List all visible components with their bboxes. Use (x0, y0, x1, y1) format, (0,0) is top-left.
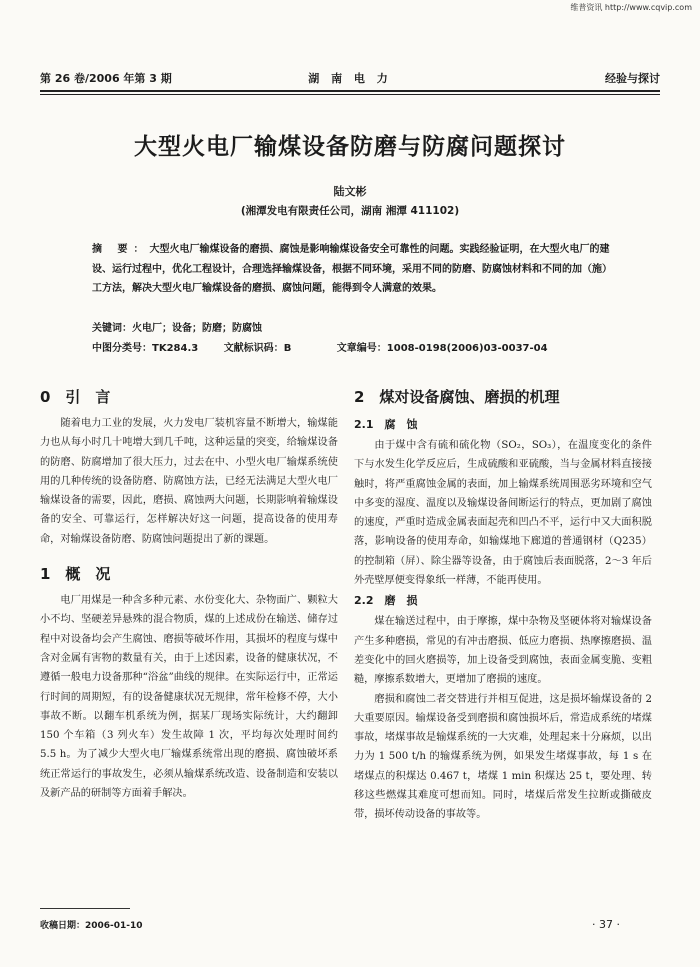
section-1-paragraph: 电厂用煤是一种含多种元素、水份变化大、杂物面广、颗粒大小不均、坚硬差异悬殊的混合物质，煤的上述成份在输送、储存过程中对设备均会产生腐蚀、磨损等破坏作用，其损坏的程度与煤中含对金属有害物的数量有关，由于上述因素，设备的健康状况，不遵循一般电力设备那种“浴盆”曲线的规律。在实际运行中，正常运行时间的周期短，有的设备健康状况无规律，常年检修不停，大小事故不断。以翻车机系统为例，据某厂现场实际统计，大约翻卸 150 个车箱（3 列火车）发生故障 1 次，平均每次处理时间约 5.5 h。为了减少大型火电厂输煤系统常出现的磨损、腐蚀破坏系统正常运行的事故发生，必须从输煤系统改造、设备制造和安装以及新产品的研制等方面着手解决。 (40, 595, 338, 800)
journal-name: 湖 南 电 力 (308, 72, 392, 85)
section-1-heading: 1 概 况 (40, 565, 111, 584)
abstract (92, 240, 612, 299)
section-0-heading: 0 引 言 (40, 388, 111, 406)
doc-code-label: 文献标识码： (223, 343, 284, 354)
page-number: · 37 · (592, 918, 620, 931)
author: 陆文彬 (333, 185, 367, 198)
header-rule-thin (40, 94, 660, 95)
footnote-rule (40, 908, 130, 909)
section-2-1-heading: 2.1 腐 蚀 (354, 418, 418, 431)
running-header (40, 70, 660, 86)
column-name: 经验与探讨 (605, 72, 660, 85)
section-0-paragraph: 随着电力工业的发展，火力发电厂装机容量不断增大，输煤能力也从每小时几十吨增大到几千吨，这种运量的突变，给输煤设备的防磨、防腐增加了很大压力，过去在中、小型火电厂输煤系统使用的几种传统的设备防磨、防腐蚀方法，已经无法满足大型火电厂输煤设备的需要，因此，磨损、腐蚀两大问题，长期影响着输煤设备的安全、可靠运行，怎样解决好这一问题，提高设备的使用寿命，对输煤设备防磨、防腐蚀问题提出了新的课题。 (40, 418, 338, 545)
keywords-text: 火电厂；设备；防磨；防腐蚀 (132, 323, 262, 334)
abstract-label: 摘 要： (92, 244, 150, 255)
doc-code-value: B (283, 343, 292, 354)
article-title: 大型火电厂输煤设备防磨与防腐问题探讨 (134, 133, 566, 160)
keywords-label: 关键词： (92, 323, 132, 334)
right-column (354, 380, 652, 825)
left-column (40, 380, 338, 803)
article-no-label: 文章编号： (336, 343, 387, 354)
issue-info: 第 26 卷/2006 年第 3 期 (40, 72, 172, 85)
affiliation: (湘潭发电有限责任公司，湖南 湘潭 411102) (240, 205, 460, 217)
keywords (92, 319, 612, 334)
received-date: 收稿日期：2006-01-10 (40, 921, 143, 931)
clc-label: 中图分类号： (92, 343, 152, 354)
section-2-2-paragraph-2: 磨损和腐蚀二者交替进行并相互促进，这是损坏输煤设备的 2 大重要原因。输煤设备受到磨损和腐蚀损坏后，常造成系统的堵煤事故，堵煤事故是输煤系统的一大灾难，处理起来十分麻烦，以出力为 1 500 t/h 的输煤系统为例，如果发生堵煤事故，每 1 s 在堵煤点的积煤达 0.467 t，堵煤 1 min 积煤达 25 t，要处理、转移这些燃煤其难度可想而知。同时，堵煤后常发生拉断或撕破皮带，损坏传动设备的事故等。 (354, 693, 652, 821)
watermark: 维普资讯 http://www.cqvip.com (570, 3, 692, 12)
section-2-heading: 2 煤对设备腐蚀、磨损的机理 (354, 388, 560, 406)
clc-value: TK284.3 (152, 343, 199, 354)
article-no-value: 1008-0198(2006)03-0037-04 (386, 343, 548, 354)
section-2-2-heading: 2.2 磨 损 (354, 594, 418, 608)
header-rule (40, 90, 660, 92)
classification-line (92, 339, 612, 354)
section-2-2-paragraph-1: 煤在输送过程中，由于摩擦，煤中杂物及坚硬体将对输煤设备产生多种磨损，常见的有冲击磨损、低应力磨损、热摩擦磨损、温差变化中的回火磨损等，加上设备受到腐蚀，表面金属变脆、变粗糙，摩擦系数增大，更增加了磨损的速度。 (354, 616, 652, 686)
section-2-1-paragraph: 由于煤中含有硫和硫化物（SO₂，SO₃），在温度变化的条件下与水发生化学反应后，生成硫酸和亚硫酸，当与金属材料直接接触时，将严重腐蚀金属的表面，加上输煤系统周围恶劣环境和空气中多变的湿度、温度以及输煤设备间断运行的特点，更加剧了腐蚀的速度，严重时造成金属表面起壳和凹凸不平，运行中又大面积脱落，影响设备的使用寿命，如输煤地下廊道的普通钢材（Q235）的控制箱（屏）、除尘器等设备，由于腐蚀后表面脱落，2～3 年后外壳壁厚便变得象纸一样薄，不能再使用。 (354, 440, 652, 587)
abstract-text: 大型火电厂输煤设备的磨损、腐蚀是影响输煤设备安全可靠性的问题。实践经验证明，在大型火电厂的建设、运行过程中，优化工程设计，合理选择输煤设备，根据不同环境，采用不同的防磨、防腐蚀材料和不同的加（施）工方法，解决大型火电厂输煤设备的磨损、腐蚀问题，能得到令人满意的效果。 (92, 244, 612, 294)
